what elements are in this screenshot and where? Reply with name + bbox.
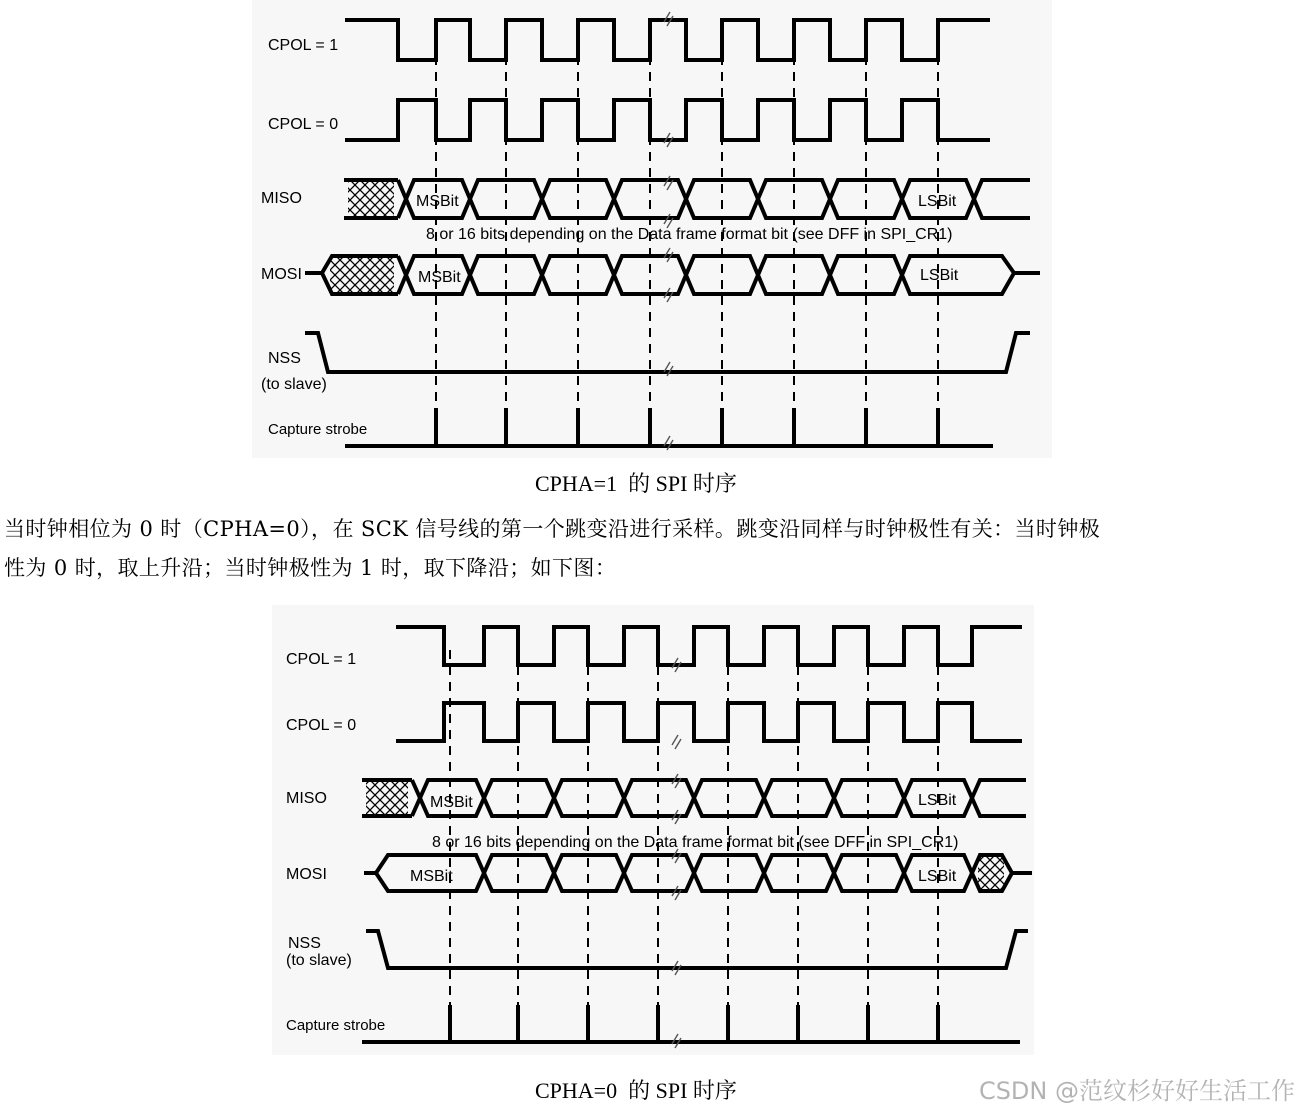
mosi-lsbit: LSBit [920, 267, 959, 284]
data-frame-note: 8 or 16 bits depending on the Data frame format bit (see DFF in SPI_CR1) [426, 226, 953, 243]
capture-strobe-label: Capture strobe [268, 421, 368, 438]
mosi-undefined-hatch [978, 855, 1004, 891]
nss-sub-label: (to slave) [286, 952, 352, 969]
miso-label: MISO [286, 790, 327, 807]
nss-label: NSS [288, 935, 321, 952]
paragraph-line-2: 性为 0 时，取上升沿；当时钟极性为 1 时，取下降沿；如下图： [4, 556, 617, 580]
miso-lsbit: LSBit [918, 792, 957, 809]
cpol1-label: CPOL = 1 [268, 37, 339, 54]
data-frame-note: 8 or 16 bits depending on the Data frame format bit (see DFF in SPI_CR1) [432, 834, 959, 851]
miso-msbit: MSBit [430, 794, 473, 811]
cpol0-label: CPOL = 0 [268, 116, 339, 133]
timing-diagram-cpha1 [252, 0, 1052, 458]
miso-label: MISO [261, 190, 302, 207]
miso-undefined-hatch [348, 180, 394, 218]
nss-label: NSS [268, 350, 301, 367]
body-paragraph [4, 510, 1309, 588]
nss-sub-label: (to slave) [261, 376, 327, 393]
csdn-watermark: CSDN @范纹杉好好生活工作 [978, 1077, 1295, 1105]
mosi-msbit: MSBit [418, 269, 461, 286]
miso-msbit: MSBit [416, 193, 459, 210]
diagram-background [272, 605, 1034, 1055]
miso-lsbit: LSBit [918, 193, 957, 210]
diagram1-caption: CPHA=1 的 SPI 时序 [535, 471, 737, 496]
mosi-lsbit: LSBit [918, 868, 957, 885]
cpol0-label: CPOL = 0 [286, 717, 357, 734]
mosi-msbit: MSBit [410, 868, 453, 885]
diagram2-caption: CPHA=0 的 SPI 时序 [535, 1078, 737, 1103]
mosi-label: MOSI [286, 866, 327, 883]
capture-strobe-label: Capture strobe [286, 1017, 386, 1034]
miso-undefined-hatch [366, 780, 408, 816]
timing-diagram-cpha0 [272, 605, 1034, 1055]
cpol1-label: CPOL = 1 [286, 651, 357, 668]
mosi-label: MOSI [261, 266, 302, 283]
mosi-undefined-hatch [330, 256, 394, 294]
paragraph-line-1: 当时钟相位为 0 时（CPHA=0），在 SCK 信号线的第一个跳变沿进行采样。跳变沿同样与时钟极性有关：当时钟极 [4, 517, 1101, 541]
